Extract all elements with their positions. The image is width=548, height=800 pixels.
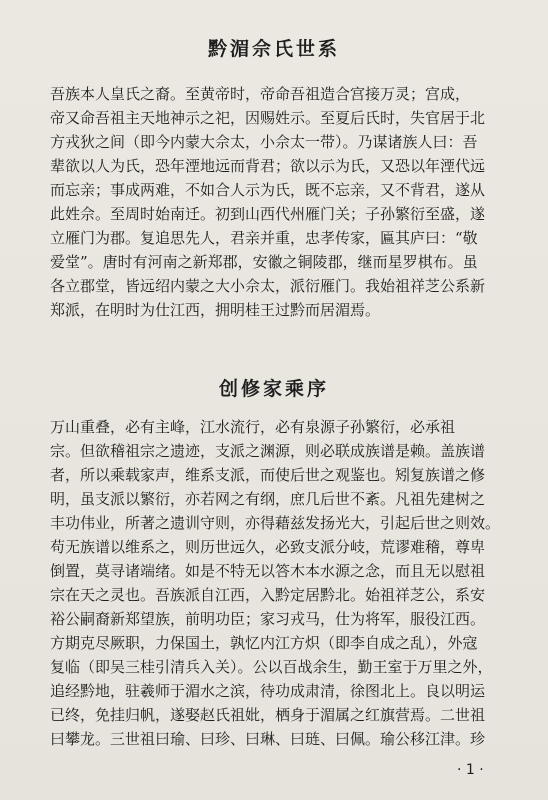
text-line: 辈欲以人为氏，恐年湮地远而背君；欲以示为氏，又恐以年湮代远 <box>50 157 486 175</box>
text-line: 宗。但欲稽祖宗之遗迹，支派之渊源，则必联成族谱是赖。盖族谱 <box>50 442 486 460</box>
text-line: 帝又命吾祖主天地神示之祀，因赐姓示。至夏后氏时，失官居于北 <box>50 109 486 127</box>
text-line: 立雁门为郡。复追思先人，君亲并重，忠孝传家，匾其庐曰：“敬 <box>50 229 478 247</box>
text-line: 而忘亲；事成两难，不如合人示为氏，既不忘亲，又不背君，遂从 <box>50 181 486 199</box>
text-line: 明，虽支派以繁衍，亦若网之有纲，庶几后世不紊。凡祖先建树之 <box>50 490 486 508</box>
text-line: 方期克尽厥职，力保国土，孰忆内江方炽（即李自成之乱），外寇 <box>50 634 478 652</box>
text-line: 复临（即吴三桂引清兵入关）。公以百战余生，勤王室于万里之外， <box>50 658 493 676</box>
text-line: 者，所以乘载家声，维系支派，而使后世之观鉴也。矧复族谱之修 <box>50 466 486 484</box>
text-line: 已终，免挂归帆，遂娶赵氏祖妣，栖身于湄属之红旗营焉。二世祖 <box>50 706 486 724</box>
section-body-preface <box>50 415 500 751</box>
text-line: 裕公嗣裔新郑望族，前明功臣；家习戎马，仕为将军，服役江西。 <box>50 610 486 628</box>
section-body-genealogy <box>50 82 500 322</box>
text-line: 追经黔地，驻羲师于湄水之滨，待功成肃清，徐图北上。良以明运 <box>50 682 486 700</box>
text-line: 万山重叠，必有主峰，江水流行，必有泉源子孙繁衍，必承祖 <box>50 418 456 436</box>
section-title-preface: 创修家乘序 <box>218 378 329 400</box>
page-number: · 1 · <box>457 762 484 778</box>
text-line: 曰攀龙。三世祖曰瑜、曰珍、曰琳、曰琏、曰佩。瑜公移江津。珍 <box>50 730 486 748</box>
text-line: 丰功伟业，所著之遗训守则，亦得藉兹发扬光大，引起后世之则效。 <box>50 514 500 532</box>
section-title-genealogy: 黔湄佘氏世系 <box>207 38 340 60</box>
text-line: 倒置，莫寻诸端绪。如是不特无以答木本水源之念，而且无以慰祖 <box>50 562 486 580</box>
text-line: 吾族本人皇氏之裔。至黄帝时，帝命吾祖造合宫接万灵；宫成， <box>50 85 471 103</box>
text-line: 此姓佘。至周时始南迁。初到山西代州雁门关；子孙繁衍至盛，遂 <box>50 205 486 223</box>
text-line: 方戎狄之间（即今内蒙大佘太，小佘太一带）。乃谋诸族人曰：吾 <box>50 133 478 151</box>
text-line: 宗在天之灵也。吾族派自江西，入黔定居黔北。始祖祥芝公，系安 <box>50 586 486 604</box>
text-line: 郑派，在明时为仕江西，拥明桂王过黔而居湄焉。 <box>50 301 381 319</box>
text-line: 爱堂”。唐时有河南之新郑郡，安徽之铜陵郡，继而星罗棋布。虽 <box>50 253 478 271</box>
text-line: 各立郡堂，皆远绍内蒙之大小佘太，派衍雁门。我始祖祥芝公系新 <box>50 277 486 295</box>
text-line: 苟无族谱以维系之，则历世远久，必致支派分岐，荒谬难稽，尊卑 <box>50 538 486 556</box>
